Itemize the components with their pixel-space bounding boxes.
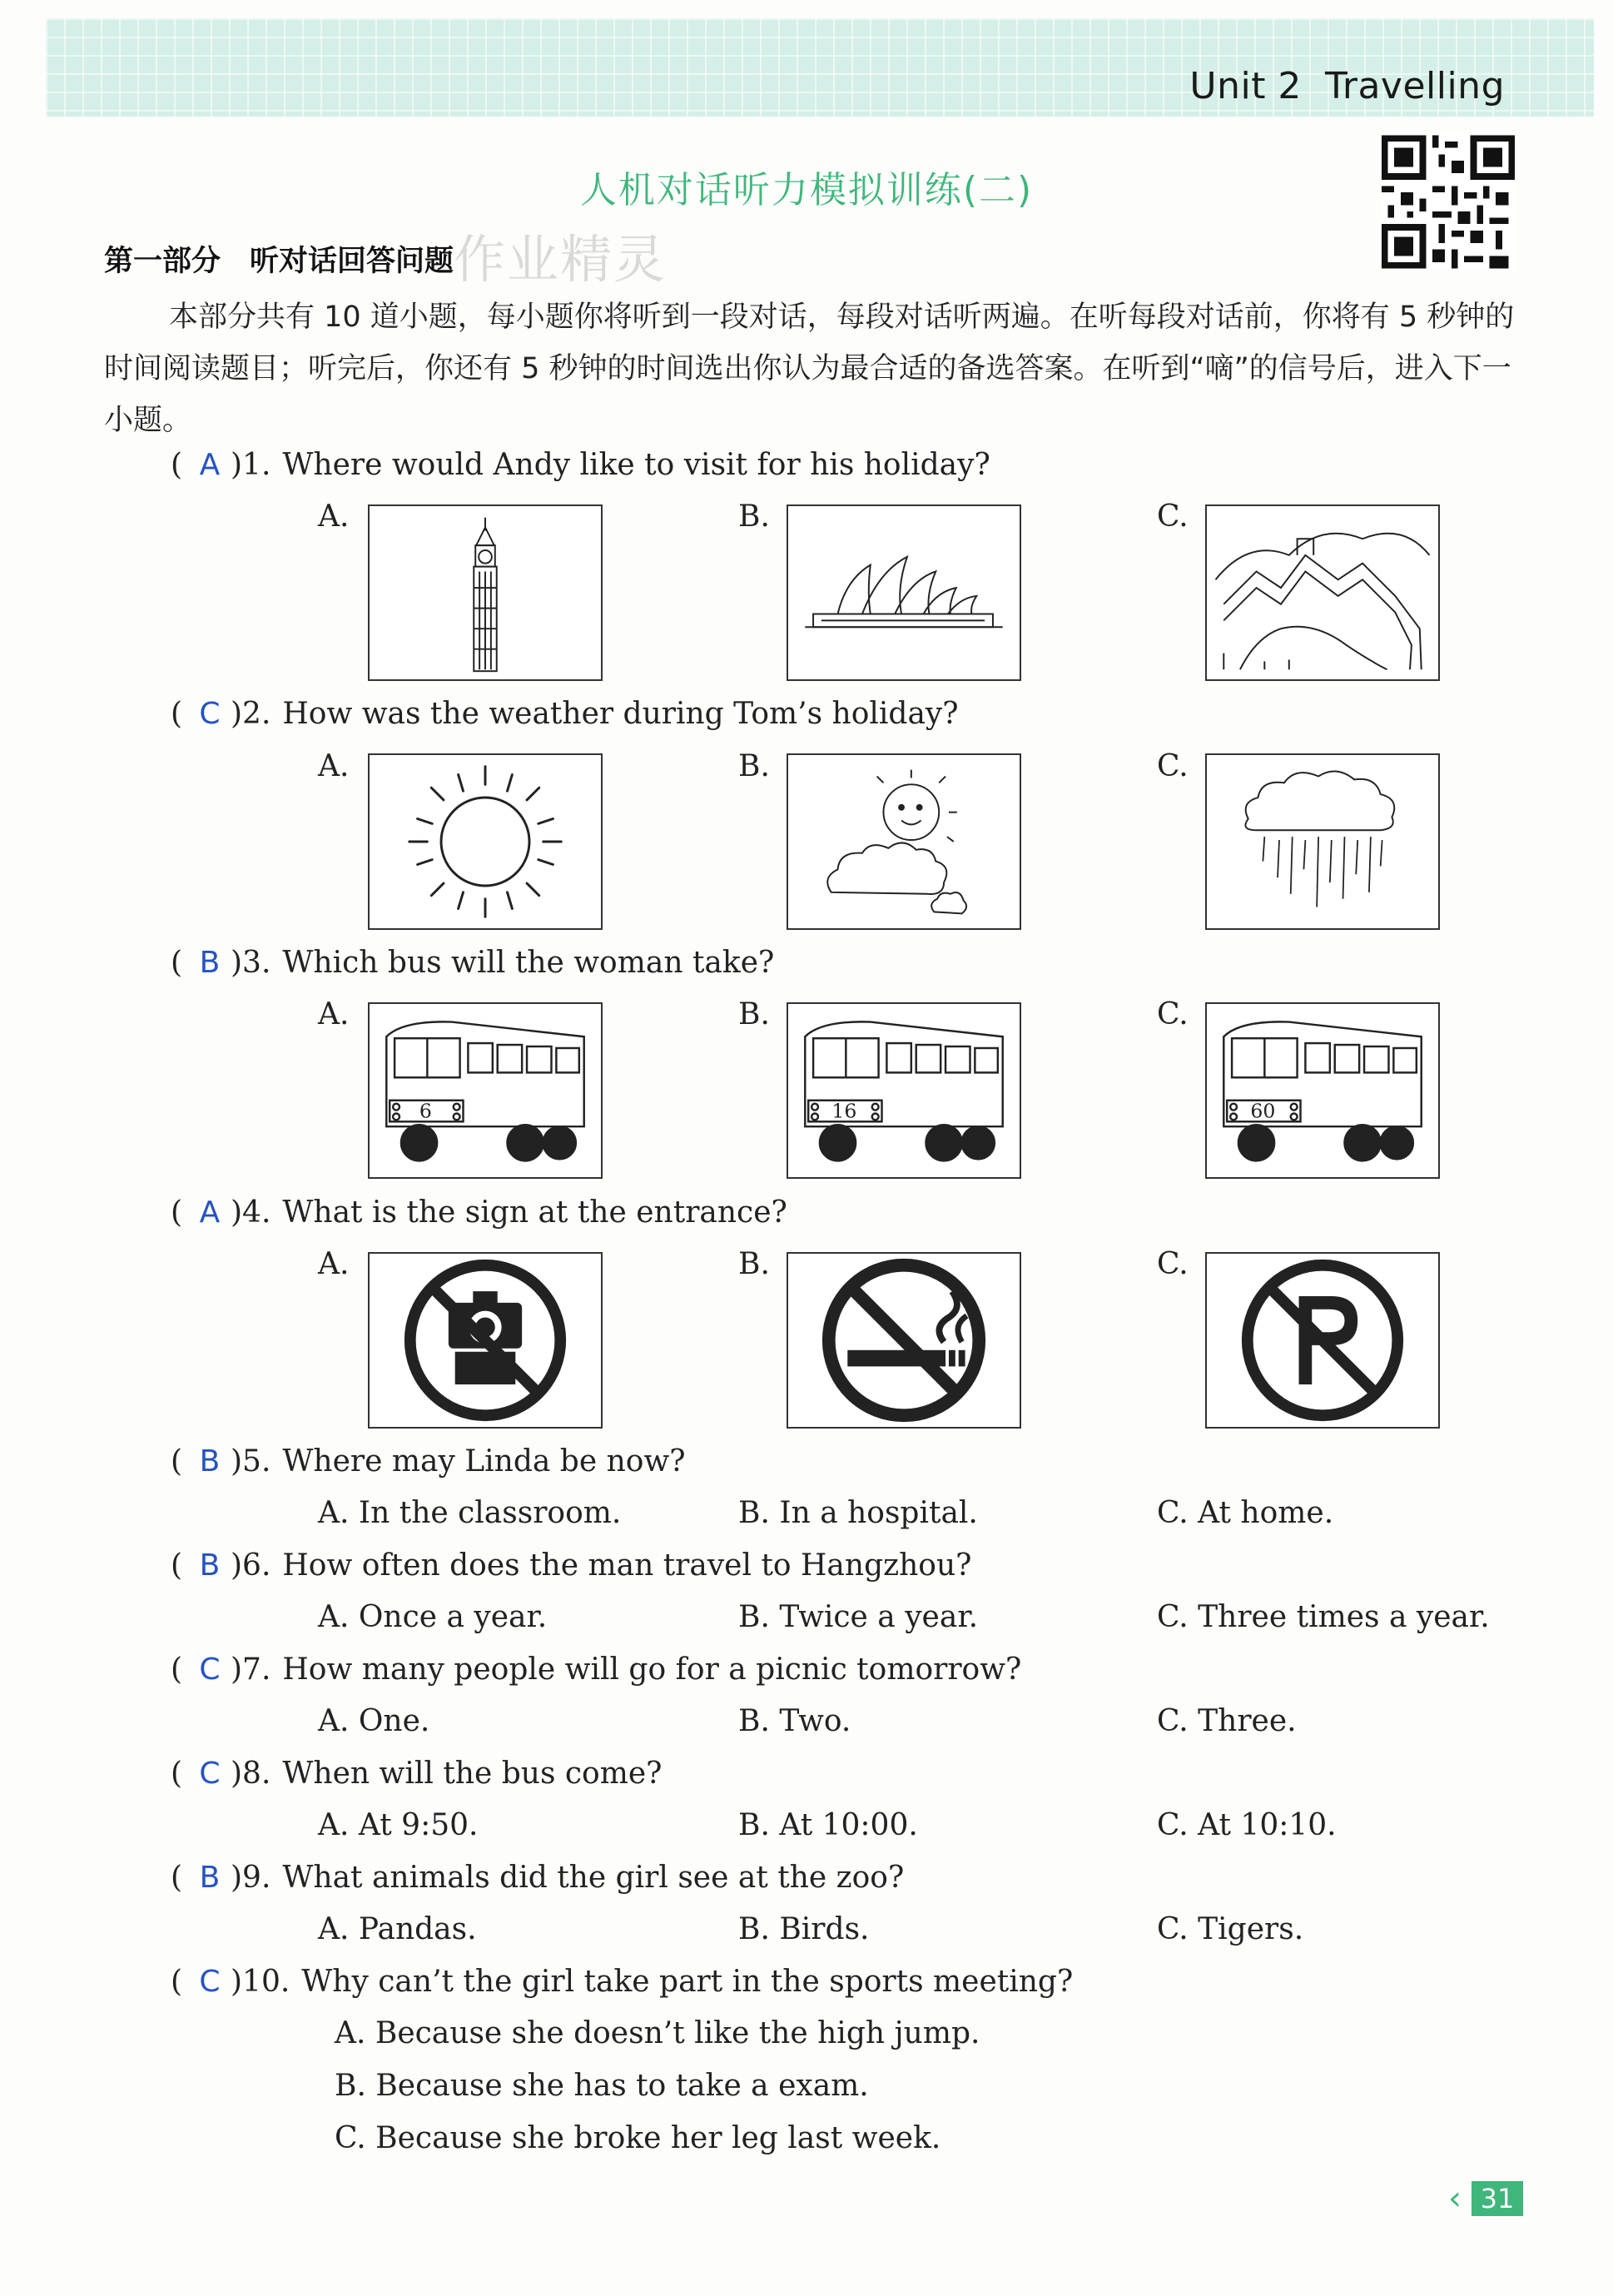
- option-b[interactable]: B. Because she has to take a exam.: [335, 2069, 869, 2103]
- open-paren: (: [171, 697, 183, 731]
- option-b[interactable]: B. In a hospital.: [738, 1496, 978, 1530]
- unit-title: [1166, 65, 1505, 107]
- question-number: )5.: [231, 1444, 271, 1478]
- option-label: A.: [318, 997, 350, 1031]
- option-b[interactable]: B. Birds.: [738, 1912, 870, 1946]
- question-7: [171, 1652, 1021, 1687]
- question-number: )8.: [231, 1757, 271, 1791]
- option-label: B.: [738, 749, 770, 783]
- open-paren: (: [171, 1757, 183, 1791]
- option-label: C.: [1157, 499, 1189, 534]
- open-paren: (: [171, 946, 183, 980]
- answer-slot[interactable]: A: [199, 448, 221, 482]
- open-paren: (: [171, 1444, 183, 1478]
- question-text: How often does the man travel to Hangzhou?: [282, 1548, 972, 1583]
- instructions: 本部分共有 10 道小题，每小题你将听到一段对话，每段对话听两遍。在听每段对话前，你将有 5 秒钟的时间阅读题目；听完后，你还有 5 秒钟的时间选出你认为最合适的备选答案。在听到“嘀”的信号后，进入下一小题。: [104, 301, 1515, 437]
- watermark: 作业精灵: [454, 229, 668, 290]
- option-a[interactable]: A. In the classroom.: [318, 1496, 622, 1530]
- question-number: )9.: [231, 1861, 271, 1895]
- answer-slot[interactable]: B: [199, 1861, 221, 1895]
- open-paren: (: [171, 1195, 183, 1230]
- open-paren: (: [171, 1548, 183, 1583]
- answer-slot[interactable]: C: [199, 697, 221, 731]
- option-label: A.: [318, 749, 350, 783]
- answer-slot[interactable]: A: [199, 1195, 221, 1230]
- question-10: [171, 1965, 1073, 1999]
- answer-slot[interactable]: C: [199, 1965, 221, 1999]
- answer-slot[interactable]: B: [199, 946, 221, 980]
- question-number: )6.: [231, 1548, 271, 1583]
- open-paren: (: [171, 1861, 183, 1895]
- no-parking-icon[interactable]: [1205, 1252, 1440, 1429]
- option-c[interactable]: C. At home.: [1157, 1496, 1334, 1530]
- open-paren: (: [171, 1965, 183, 1999]
- no-camera-icon[interactable]: [368, 1252, 603, 1429]
- part-heading: 第一部分 听对话回答问题: [104, 245, 454, 278]
- question-text: What is the sign at the entrance?: [282, 1195, 787, 1230]
- no-smoking-icon[interactable]: [787, 1252, 1021, 1429]
- big-ben-icon[interactable]: [368, 504, 603, 681]
- option-c[interactable]: C. Tigers.: [1157, 1912, 1304, 1946]
- option-a[interactable]: A. Because she doesn’t like the high jump.: [335, 2016, 980, 2050]
- section-title: 人机对话听力模拟训练(二): [579, 169, 1034, 211]
- option-a[interactable]: A. One.: [318, 1704, 430, 1738]
- question-text: Where may Linda be now?: [282, 1444, 686, 1478]
- question-9: [171, 1861, 904, 1895]
- rain-icon[interactable]: [1205, 753, 1440, 930]
- option-a[interactable]: A. Pandas.: [318, 1912, 477, 1946]
- question-text: Why can’t the girl take part in the sports meeting?: [301, 1965, 1074, 1999]
- question-number: )10.: [231, 1965, 290, 1999]
- question-number: )7.: [231, 1652, 271, 1687]
- question-text: How was the weather during Tom’s holiday?: [282, 697, 959, 731]
- question-8: [171, 1757, 662, 1791]
- question-text: What animals did the girl see at the zoo?: [282, 1861, 905, 1895]
- question-2: [171, 697, 959, 731]
- question-number: )3.: [231, 946, 271, 980]
- option-c[interactable]: C. At 10:10.: [1157, 1808, 1337, 1842]
- option-b[interactable]: B. Twice a year.: [738, 1600, 979, 1634]
- question-number: )4.: [231, 1195, 271, 1230]
- unit-topic: Travelling: [1324, 65, 1505, 107]
- question-1: [171, 448, 990, 482]
- unit-label: Unit 2: [1189, 65, 1302, 107]
- sun-icon[interactable]: [368, 753, 603, 930]
- answer-slot[interactable]: B: [199, 1548, 221, 1583]
- bus-icon[interactable]: [787, 1002, 1021, 1179]
- bus-icon[interactable]: [368, 1002, 603, 1179]
- bus-number: 16: [831, 1099, 857, 1123]
- option-label: B.: [738, 499, 770, 534]
- option-label: B.: [738, 1247, 770, 1281]
- option-label: C.: [1157, 997, 1189, 1031]
- great-wall-icon[interactable]: [1205, 504, 1440, 681]
- option-a[interactable]: A. At 9:50.: [318, 1808, 479, 1842]
- option-c[interactable]: C. Three times a year.: [1157, 1600, 1490, 1634]
- option-b[interactable]: B. Two.: [738, 1704, 851, 1738]
- bus-number: 60: [1250, 1099, 1276, 1123]
- answer-slot[interactable]: C: [199, 1652, 221, 1687]
- page-arrow-icon: ‹: [1448, 2179, 1462, 2218]
- option-c[interactable]: C. Three.: [1157, 1704, 1297, 1738]
- question-number: )1.: [231, 448, 271, 482]
- open-paren: (: [171, 1652, 183, 1687]
- bus-number: 6: [419, 1099, 432, 1123]
- option-label: A.: [318, 1247, 350, 1281]
- open-paren: (: [171, 448, 183, 482]
- partly-cloudy-icon[interactable]: [787, 753, 1021, 930]
- question-3: [171, 946, 774, 980]
- sydney-opera-house-icon[interactable]: [787, 504, 1021, 681]
- option-label: B.: [738, 997, 770, 1031]
- question-text: Where would Andy like to visit for his holiday?: [282, 448, 990, 482]
- question-text: Which bus will the woman take?: [282, 946, 775, 980]
- option-label: C.: [1157, 749, 1189, 783]
- option-label: C.: [1157, 1247, 1189, 1281]
- bus-icon[interactable]: [1205, 1002, 1440, 1179]
- question-text: When will the bus come?: [282, 1757, 663, 1791]
- option-a[interactable]: A. Once a year.: [318, 1600, 548, 1634]
- answer-slot[interactable]: B: [199, 1444, 221, 1478]
- question-5: [171, 1444, 686, 1478]
- question-4: [171, 1195, 787, 1230]
- answer-slot[interactable]: C: [199, 1757, 221, 1791]
- question-number: )2.: [231, 697, 271, 731]
- option-label: A.: [318, 499, 350, 534]
- option-c[interactable]: C. Because she broke her leg last week.: [335, 2121, 941, 2155]
- option-b[interactable]: B. At 10:00.: [738, 1808, 918, 1842]
- page-number: 31: [1472, 2181, 1523, 2216]
- question-text: How many people will go for a picnic tomorrow?: [282, 1652, 1022, 1687]
- question-6: [171, 1548, 971, 1583]
